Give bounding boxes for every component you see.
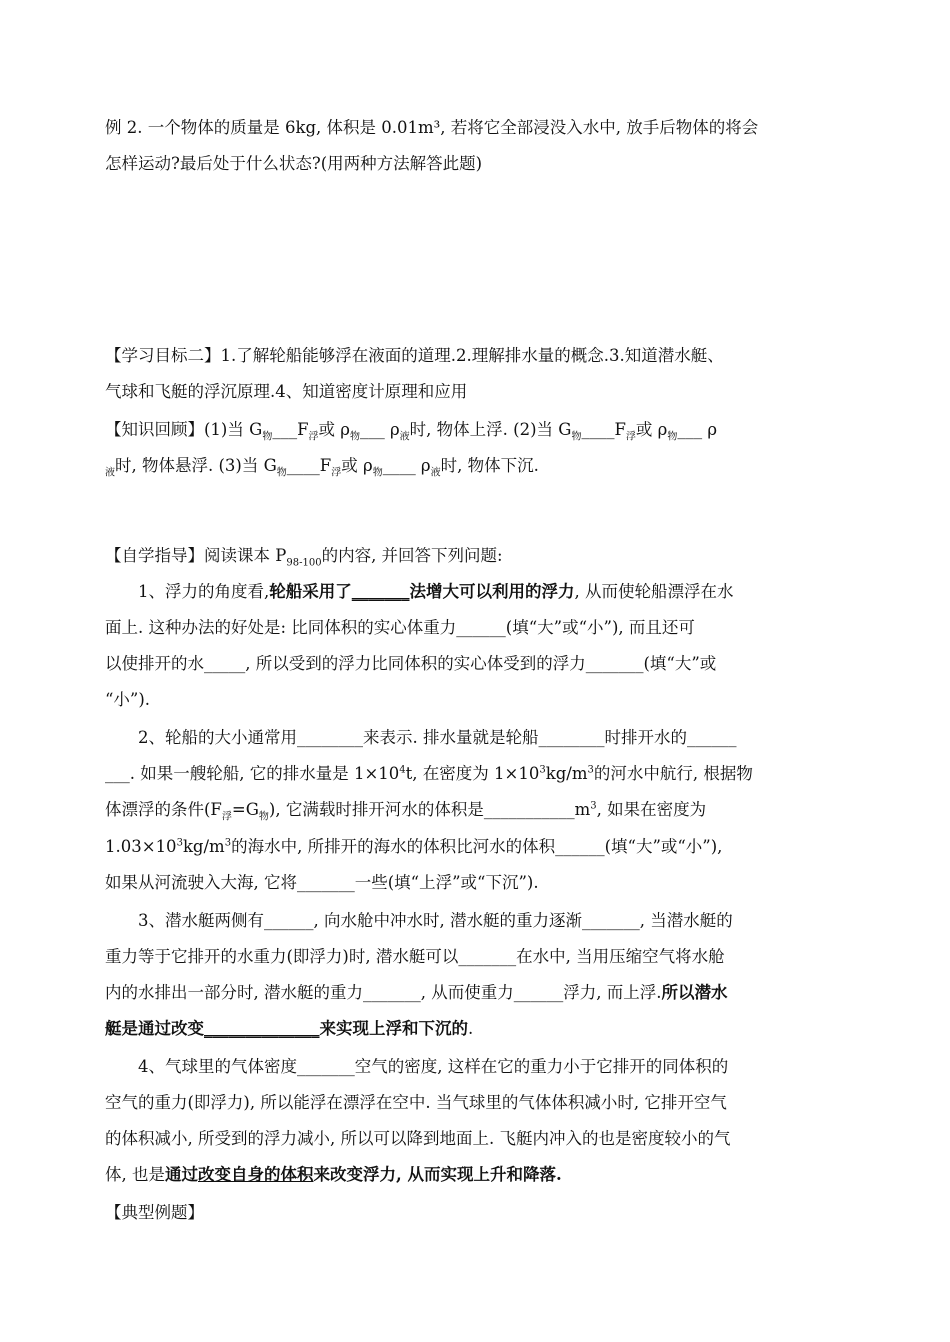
q1-blank: _______ — [351, 582, 410, 601]
q2-text: ___. 如果一艘轮船, 它的排水量是 1×10 — [105, 764, 400, 783]
guide-text: 的内容, 并回答下列问题: — [321, 546, 503, 565]
superscript: 3 — [176, 837, 183, 849]
q3-bold-text: 所以潜水 — [661, 983, 728, 1002]
q2-text: 体漂浮的条件(F — [105, 800, 222, 819]
subscript: 浮 — [221, 811, 232, 823]
q1-text: 1、浮力的角度看, — [138, 582, 270, 601]
subscript: 物 — [349, 431, 360, 443]
example2-line2: 怎样运动?最后处于什么状态?(用两种方法解答此题) — [105, 154, 483, 173]
q2-text: 的河水中航行, 根据物 — [593, 764, 753, 783]
q2-text: kg/m — [545, 764, 588, 783]
q4-line2: 空气的重力(即浮力), 所以能浮在漂浮在空中. 当气球里的气体体积减小时, 它排开空气 — [105, 1093, 727, 1112]
review-text: 时, 物体下沉. — [440, 456, 539, 475]
review-text: ___ ρ — [677, 420, 718, 439]
q3-text: . — [468, 1019, 474, 1038]
page-range-subscript: 98-100 — [286, 557, 322, 569]
q4-text: 体, 也是 — [105, 1165, 165, 1184]
review-text: ____F — [581, 420, 626, 439]
review-text: 或 ρ — [318, 420, 350, 439]
q3-bold-text: 来实现上浮和下沉的 — [319, 1019, 468, 1038]
subscript: 液 — [399, 431, 410, 443]
typical-examples-heading: 【典型例题】 — [105, 1203, 204, 1222]
subscript: 物 — [571, 431, 582, 443]
q4-line1: 4、气球里的气体密度_______空气的密度, 这样在它的重力小于它排开的同体积的 — [138, 1057, 729, 1076]
goal2-line1: 【学习目标二】1.了解轮船能够浮在液面的道理.2.理解排水量的概念.3.知道潜水艇、 — [105, 346, 724, 365]
q3-bold-text: 艇是通过改变 — [105, 1019, 204, 1038]
q3-line4 — [105, 1018, 473, 1040]
example2-line1: 例 2. 一个物体的质量是 6kg, 体积是 0.01m³, 若将它全部浸没入水中, 放手后物体的将会 — [105, 118, 759, 137]
q4-line3: 的体积减小, 所受到的浮力减小, 所以可以降到地面上. 飞艇内冲入的也是密度较小的气 — [105, 1129, 731, 1148]
q1-text: , 从而使轮船漂浮在水 — [574, 582, 734, 601]
q1-bold-text: 法增大可以利用的浮力 — [409, 582, 575, 601]
q4-bold-underlined-text: 改变自身的体积 — [198, 1165, 314, 1184]
superscript: 4 — [399, 764, 406, 776]
q2-line2 — [105, 763, 753, 785]
q2-line1: 2、轮船的大小通常用________来表示. 排水量就是轮船________时排开水的______ — [138, 728, 737, 747]
review-text: 或 ρ — [341, 456, 373, 475]
q1-bold-text: 轮船采用了 — [269, 582, 352, 601]
review-text: 或 ρ — [635, 420, 668, 439]
subscript: 物 — [276, 467, 287, 479]
q2-line3 — [105, 799, 706, 821]
review-text: 时, 物体上浮. (2)当 G — [409, 420, 572, 439]
review-text: ___F — [272, 420, 309, 439]
q1-line3: 以使排开的水_____, 所以受到的浮力比同体积的实心体受到的浮力_______(填“大”或 — [105, 654, 717, 673]
review-line1 — [105, 419, 717, 441]
q3-text: 内的水排出一部分时, 潜水艇的重力_______, 从而使重力______浮力, 而上浮. — [105, 983, 662, 1002]
q2-text: ), 它满载时排开河水的体积是___________m — [268, 800, 591, 819]
q4-bold-text: 通过 — [165, 1165, 198, 1184]
q1-line1 — [138, 581, 734, 603]
q2-text: t, 在密度为 1×10 — [405, 764, 540, 783]
guide-text: 【自学指导】阅读课本 P — [105, 546, 287, 565]
review-text: ____ ρ — [382, 456, 431, 475]
subscript: 浮 — [308, 431, 319, 443]
q2-line4 — [105, 836, 722, 858]
subscript: 液 — [105, 467, 115, 479]
q3-line2: 重力等于它排开的水重力(即浮力)时, 潜水艇可以_______在水中, 当用压缩空气将水舱 — [105, 947, 725, 966]
q1-line2: 面上. 这种办法的好处是: 比同体积的实心体重力______(填“大”或“小”), 而且还可 — [105, 618, 695, 637]
review-text: ___ ρ — [359, 420, 400, 439]
superscript: 3 — [539, 764, 546, 776]
q3-line1: 3、潜水艇两侧有______, 向水舱中冲水时, 潜水艇的重力逐渐_______, 当潜水艇的 — [138, 911, 733, 930]
q1-line4: “小”). — [105, 690, 151, 709]
review-line2 — [105, 455, 539, 477]
superscript: 3 — [224, 837, 232, 849]
q2-text: , 如果在密度为 — [596, 800, 707, 819]
subscript: 物 — [372, 467, 383, 479]
subscript: 浮 — [625, 431, 636, 443]
q2-line5: 如果从河流驶入大海, 它将_______一些(填“上浮”或“下沉”). — [105, 873, 539, 892]
subscript: 物 — [667, 431, 678, 443]
q2-text: =G — [231, 800, 259, 819]
q3-blank: ______________ — [204, 1019, 320, 1038]
subscript: 浮 — [331, 467, 342, 479]
q2-text: 1.03×10 — [105, 837, 177, 856]
q2-text: kg/m — [182, 837, 225, 856]
review-text: 时, 物体悬浮. (3)当 G — [115, 456, 277, 475]
q4-bold-text: 来改变浮力, 从而实现上升和降落. — [313, 1165, 562, 1184]
review-text: ____F — [286, 456, 332, 475]
q2-text: 的海水中, 所排开的海水的体积比河水的体积______(填“大”或“小”), — [231, 837, 723, 856]
q4-line4 — [105, 1164, 562, 1186]
subscript: 物 — [262, 431, 273, 443]
superscript: 3 — [587, 764, 594, 776]
superscript: 3 — [590, 800, 597, 812]
goal2-line2: 气球和飞艇的浮沉原理.4、知道密度计原理和应用 — [105, 382, 468, 401]
subscript: 物 — [258, 811, 269, 823]
review-text: 【知识回顾】(1)当 G — [105, 420, 263, 439]
subscript: 液 — [430, 467, 441, 479]
q3-line3 — [105, 982, 727, 1004]
guide-heading — [105, 545, 503, 567]
